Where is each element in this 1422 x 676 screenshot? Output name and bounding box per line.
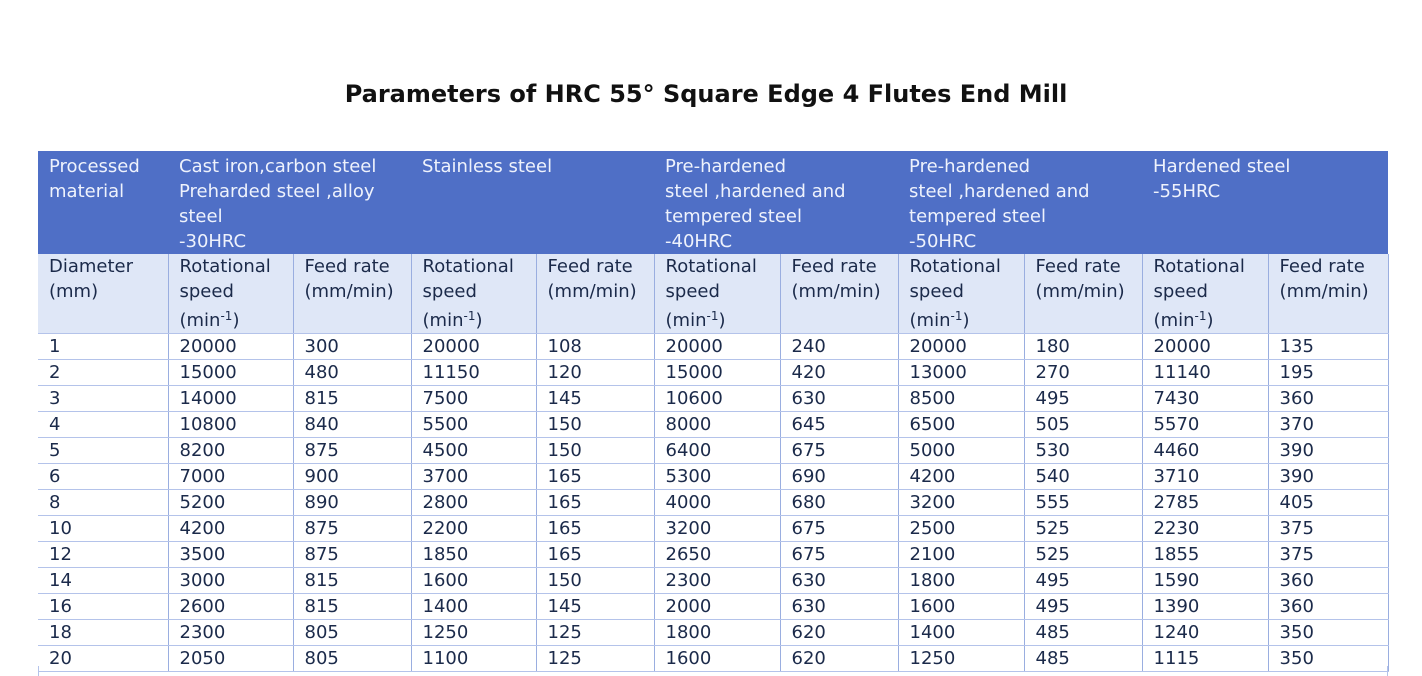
parameters-table	[38, 151, 1389, 672]
rotational-speed-cell: 11140	[1142, 360, 1268, 386]
rotational-speed-cell: 13000	[898, 360, 1024, 386]
diameter-cell: 1	[38, 334, 168, 360]
rotational-speed-cell: 7000	[168, 464, 293, 490]
feed-rate-cell: 495	[1024, 568, 1142, 594]
feed-rate-cell: 350	[1268, 646, 1388, 672]
rotational-speed-cell: 1600	[411, 568, 536, 594]
feed-rate-cell: 680	[780, 490, 898, 516]
table-row	[38, 386, 1388, 412]
rotational-speed-cell: 3500	[168, 542, 293, 568]
feed-rate-cell: 390	[1268, 438, 1388, 464]
feed-rate-cell: 165	[536, 490, 654, 516]
rotational-speed-cell: 2800	[411, 490, 536, 516]
diameter-cell: 12	[38, 542, 168, 568]
rotational-speed-cell: 20000	[411, 334, 536, 360]
diameter-cell: 5	[38, 438, 168, 464]
rotational-speed-cell: 3000	[168, 568, 293, 594]
feed-rate-cell: 505	[1024, 412, 1142, 438]
rotational-speed-cell: 11150	[411, 360, 536, 386]
material-label-cell: Processed material	[38, 151, 168, 254]
feed-rate-cell: 555	[1024, 490, 1142, 516]
rotational-speed-cell: 10800	[168, 412, 293, 438]
rotational-speed-cell: 5000	[898, 438, 1024, 464]
table-row	[38, 568, 1388, 594]
material-55hrc-cell: Hardened steel -55HRC	[1142, 151, 1388, 254]
rotational-speed-cell: 8200	[168, 438, 293, 464]
feed-rate-cell: 840	[293, 412, 411, 438]
rotational-speed-cell: 3700	[411, 464, 536, 490]
rotational-speed-cell: 1240	[1142, 620, 1268, 646]
feed-rate-cell: 630	[780, 386, 898, 412]
unit-close-paren: )	[232, 310, 240, 331]
rotational-speed-label: Rotational speed (min	[909, 256, 1001, 331]
feed-rate-cell: 145	[536, 386, 654, 412]
feed-rate-cell: 875	[293, 516, 411, 542]
rotational-speed-cell: 1250	[411, 620, 536, 646]
rotational-speed-cell: 1800	[898, 568, 1024, 594]
feed-rate-cell: 875	[293, 542, 411, 568]
feed-rate-cell: 675	[780, 516, 898, 542]
diameter-cell: 8	[38, 490, 168, 516]
feed-rate-cell: 135	[1268, 334, 1388, 360]
diameter-cell: 18	[38, 620, 168, 646]
feed-rate-cell: 525	[1024, 516, 1142, 542]
diameter-cell: 20	[38, 646, 168, 672]
rotational-speed-cell: 5200	[168, 490, 293, 516]
rotational-speed-cell: 7430	[1142, 386, 1268, 412]
table-row	[38, 490, 1388, 516]
feed-rate-cell: 675	[780, 438, 898, 464]
page-title: Parameters of HRC 55° Square Edge 4 Flutes End Mill	[344, 80, 1068, 108]
material-header-row	[38, 151, 1388, 254]
rotational-speed-cell: 5500	[411, 412, 536, 438]
rotational-speed-cell: 4500	[411, 438, 536, 464]
rotational-speed-cell: 2230	[1142, 516, 1268, 542]
diameter-header: Diameter (mm)	[38, 254, 168, 334]
feed-rate-header: Feed rate (mm/min)	[536, 254, 654, 334]
rotational-speed-cell: 15000	[654, 360, 780, 386]
rotational-speed-cell: 15000	[168, 360, 293, 386]
material-stainless-cell: Stainless steel	[411, 151, 654, 254]
unit-close-paren: )	[718, 310, 726, 331]
feed-rate-cell: 165	[536, 542, 654, 568]
rotational-speed-cell: 14000	[168, 386, 293, 412]
feed-rate-cell: 495	[1024, 386, 1142, 412]
feed-rate-cell: 805	[293, 646, 411, 672]
feed-rate-cell: 900	[293, 464, 411, 490]
rotational-speed-cell: 1600	[654, 646, 780, 672]
rotational-speed-cell: 1115	[1142, 646, 1268, 672]
rotational-speed-header	[168, 254, 293, 334]
feed-rate-cell: 375	[1268, 542, 1388, 568]
rotational-speed-cell: 4460	[1142, 438, 1268, 464]
rotational-speed-label: Rotational speed (min	[665, 256, 757, 331]
rotational-speed-cell: 4000	[654, 490, 780, 516]
table-row	[38, 438, 1388, 464]
rotational-speed-cell: 1590	[1142, 568, 1268, 594]
table-row	[38, 334, 1388, 360]
feed-rate-header: Feed rate (mm/min)	[1268, 254, 1388, 334]
unit-exponent: -1	[220, 309, 233, 323]
rotational-speed-cell: 2300	[168, 620, 293, 646]
rotational-speed-cell: 2050	[168, 646, 293, 672]
feed-rate-cell: 530	[1024, 438, 1142, 464]
feed-rate-cell: 405	[1268, 490, 1388, 516]
feed-rate-cell: 485	[1024, 646, 1142, 672]
rotational-speed-cell: 4200	[168, 516, 293, 542]
feed-rate-cell: 890	[293, 490, 411, 516]
feed-rate-cell: 180	[1024, 334, 1142, 360]
feed-rate-header: Feed rate (mm/min)	[1024, 254, 1142, 334]
feed-rate-cell: 815	[293, 594, 411, 620]
rotational-speed-cell: 1390	[1142, 594, 1268, 620]
table-row	[38, 620, 1388, 646]
feed-rate-cell: 540	[1024, 464, 1142, 490]
rotational-speed-cell: 1855	[1142, 542, 1268, 568]
feed-rate-cell: 240	[780, 334, 898, 360]
rotational-speed-cell: 8500	[898, 386, 1024, 412]
feed-rate-cell: 645	[780, 412, 898, 438]
rotational-speed-cell: 8000	[654, 412, 780, 438]
feed-rate-cell: 675	[780, 542, 898, 568]
table-row	[38, 360, 1388, 386]
rotational-speed-cell: 6500	[898, 412, 1024, 438]
rotational-speed-cell: 2650	[654, 542, 780, 568]
feed-rate-cell: 805	[293, 620, 411, 646]
feed-rate-cell: 125	[536, 646, 654, 672]
rotational-speed-cell: 5570	[1142, 412, 1268, 438]
feed-rate-cell: 420	[780, 360, 898, 386]
feed-rate-header: Feed rate (mm/min)	[293, 254, 411, 334]
diameter-cell: 3	[38, 386, 168, 412]
parameter-header-row	[38, 254, 1388, 334]
rotational-speed-cell: 1600	[898, 594, 1024, 620]
feed-rate-cell: 525	[1024, 542, 1142, 568]
rotational-speed-cell: 20000	[1142, 334, 1268, 360]
feed-rate-cell: 350	[1268, 620, 1388, 646]
rotational-speed-header	[411, 254, 536, 334]
rotational-speed-cell: 7500	[411, 386, 536, 412]
diameter-cell: 2	[38, 360, 168, 386]
rotational-speed-cell: 2000	[654, 594, 780, 620]
rotational-speed-header	[898, 254, 1024, 334]
unit-exponent: -1	[1194, 309, 1207, 323]
feed-rate-cell: 620	[780, 646, 898, 672]
rotational-speed-cell: 2300	[654, 568, 780, 594]
feed-rate-cell: 125	[536, 620, 654, 646]
rotational-speed-cell: 1400	[898, 620, 1024, 646]
diameter-cell: 14	[38, 568, 168, 594]
unit-close-paren: )	[475, 310, 483, 331]
rotational-speed-cell: 1800	[654, 620, 780, 646]
rotational-speed-cell: 3200	[898, 490, 1024, 516]
table-row	[38, 516, 1388, 542]
feed-rate-cell: 360	[1268, 594, 1388, 620]
rotational-speed-cell: 20000	[168, 334, 293, 360]
feed-rate-cell: 485	[1024, 620, 1142, 646]
rotational-speed-cell: 4200	[898, 464, 1024, 490]
rotational-speed-cell: 20000	[654, 334, 780, 360]
feed-rate-cell: 150	[536, 568, 654, 594]
feed-rate-cell: 120	[536, 360, 654, 386]
feed-rate-cell: 165	[536, 516, 654, 542]
feed-rate-cell: 875	[293, 438, 411, 464]
rotational-speed-cell: 2600	[168, 594, 293, 620]
material-40hrc-cell: Pre-hardened steel ,hardened and tempered steel -40HRC	[654, 151, 898, 254]
rotational-speed-cell: 2785	[1142, 490, 1268, 516]
material-50hrc-cell: Pre-hardened steel ,hardened and tempered steel -50HRC	[898, 151, 1142, 254]
rotational-speed-header	[1142, 254, 1268, 334]
feed-rate-cell: 360	[1268, 386, 1388, 412]
material-cast-iron-cell: Cast iron,carbon steel Preharded steel ,alloy steel -30HRC	[168, 151, 411, 254]
rotational-speed-cell: 3710	[1142, 464, 1268, 490]
diameter-cell: 6	[38, 464, 168, 490]
diameter-cell: 16	[38, 594, 168, 620]
rotational-speed-cell: 2200	[411, 516, 536, 542]
rotational-speed-cell: 1250	[898, 646, 1024, 672]
rotational-speed-cell: 10600	[654, 386, 780, 412]
feed-rate-header: Feed rate (mm/min)	[780, 254, 898, 334]
unit-exponent: -1	[950, 309, 963, 323]
unit-exponent: -1	[706, 309, 719, 323]
feed-rate-cell: 270	[1024, 360, 1142, 386]
feed-rate-cell: 300	[293, 334, 411, 360]
feed-rate-cell: 390	[1268, 464, 1388, 490]
rotational-speed-label: Rotational speed (min	[1153, 256, 1245, 331]
feed-rate-cell: 620	[780, 620, 898, 646]
rotational-speed-cell: 1400	[411, 594, 536, 620]
feed-rate-cell: 630	[780, 594, 898, 620]
table-row	[38, 412, 1388, 438]
feed-rate-cell: 150	[536, 412, 654, 438]
feed-rate-cell: 815	[293, 386, 411, 412]
feed-rate-cell: 108	[536, 334, 654, 360]
table-row	[38, 542, 1388, 568]
feed-rate-cell: 375	[1268, 516, 1388, 542]
rotational-speed-cell: 2100	[898, 542, 1024, 568]
rotational-speed-cell: 1100	[411, 646, 536, 672]
diameter-cell: 4	[38, 412, 168, 438]
feed-rate-cell: 195	[1268, 360, 1388, 386]
rotational-speed-cell: 2500	[898, 516, 1024, 542]
unit-close-paren: )	[962, 310, 970, 331]
unit-exponent: -1	[463, 309, 476, 323]
rotational-speed-label: Rotational speed (min	[422, 256, 514, 331]
feed-rate-cell: 630	[780, 568, 898, 594]
feed-rate-cell: 690	[780, 464, 898, 490]
unit-close-paren: )	[1206, 310, 1214, 331]
rotational-speed-cell: 20000	[898, 334, 1024, 360]
feed-rate-cell: 495	[1024, 594, 1142, 620]
table-row	[38, 464, 1388, 490]
rotational-speed-label: Rotational speed (min	[179, 256, 271, 331]
table-row	[38, 594, 1388, 620]
feed-rate-cell: 815	[293, 568, 411, 594]
rotational-speed-cell: 6400	[654, 438, 780, 464]
feed-rate-cell: 370	[1268, 412, 1388, 438]
feed-rate-cell: 360	[1268, 568, 1388, 594]
rotational-speed-cell: 1850	[411, 542, 536, 568]
rotational-speed-header	[654, 254, 780, 334]
rotational-speed-cell: 5300	[654, 464, 780, 490]
feed-rate-cell: 145	[536, 594, 654, 620]
diameter-cell: 10	[38, 516, 168, 542]
table-bottom-edge	[38, 666, 1388, 676]
feed-rate-cell: 480	[293, 360, 411, 386]
rotational-speed-cell: 3200	[654, 516, 780, 542]
feed-rate-cell: 150	[536, 438, 654, 464]
feed-rate-cell: 165	[536, 464, 654, 490]
